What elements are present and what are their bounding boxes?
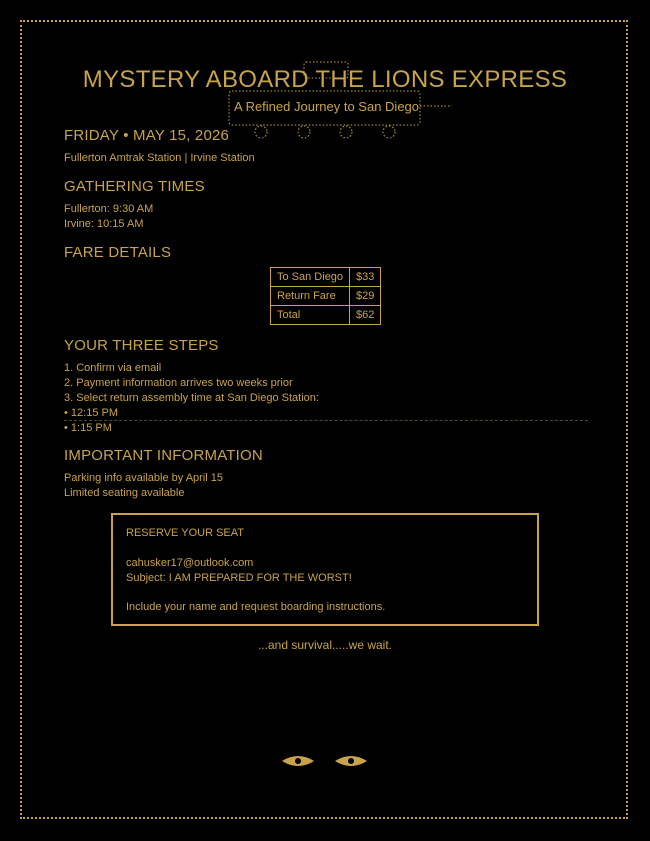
eye-icon [335, 756, 367, 766]
table-row [271, 306, 381, 325]
page-subtitle: A Refined Journey to San Diego [234, 99, 420, 114]
event-date: FRIDAY • MAY 15, 2026 [64, 127, 230, 144]
glowing-eyes-icon [0, 750, 650, 774]
reserve-instructions: Include your name and request boarding instructions. [126, 601, 386, 613]
list-item: Parking info available by April 15 [64, 472, 223, 484]
fare-heading: FARE DETAILS [64, 244, 172, 261]
gathering-item: Fullerton: 9:30 AM [64, 203, 154, 215]
reserve-subject: Subject: I AM PREPARED FOR THE WORST! [126, 572, 352, 584]
reserve-box [111, 513, 539, 626]
fare-table [270, 267, 381, 325]
list-item: Limited seating available [64, 487, 185, 499]
table-row [271, 287, 381, 306]
fare-price: $29 [350, 287, 381, 306]
table-row [271, 268, 381, 287]
info-list [64, 471, 223, 501]
eye-icon [282, 756, 314, 766]
fare-label: Return Fare [271, 287, 350, 306]
steps-list [64, 361, 319, 436]
list-item: • 1:15 PM [64, 422, 112, 434]
fare-price: $62 [350, 306, 381, 325]
steps-heading: YOUR THREE STEPS [64, 337, 219, 354]
info-heading: IMPORTANT INFORMATION [64, 447, 263, 464]
reserve-heading: RESERVE YOUR SEAT [126, 527, 244, 539]
reserve-email[interactable]: cahusker17@outlook.com [126, 557, 254, 569]
fare-label: Total [271, 306, 350, 325]
list-item: 3. Select return assembly time at San Diego Station: [64, 392, 319, 404]
list-item: 1. Confirm via email [64, 362, 162, 374]
closing-line: ...and survival.....we wait. [257, 638, 393, 652]
fare-label: To San Diego [271, 268, 350, 287]
fare-price: $33 [350, 268, 381, 287]
page-title: MYSTERY ABOARD THE LIONS EXPRESS [82, 66, 568, 93]
gathering-list [64, 202, 153, 232]
divider [64, 420, 588, 421]
gathering-item: Irvine: 10:15 AM [64, 218, 144, 230]
list-item: 2. Payment information arrives two weeks prior [64, 377, 293, 389]
list-item: • 12:15 PM [64, 407, 118, 419]
gathering-heading: GATHERING TIMES [64, 178, 205, 195]
event-stations: Fullerton Amtrak Station | Irvine Station [64, 152, 255, 164]
